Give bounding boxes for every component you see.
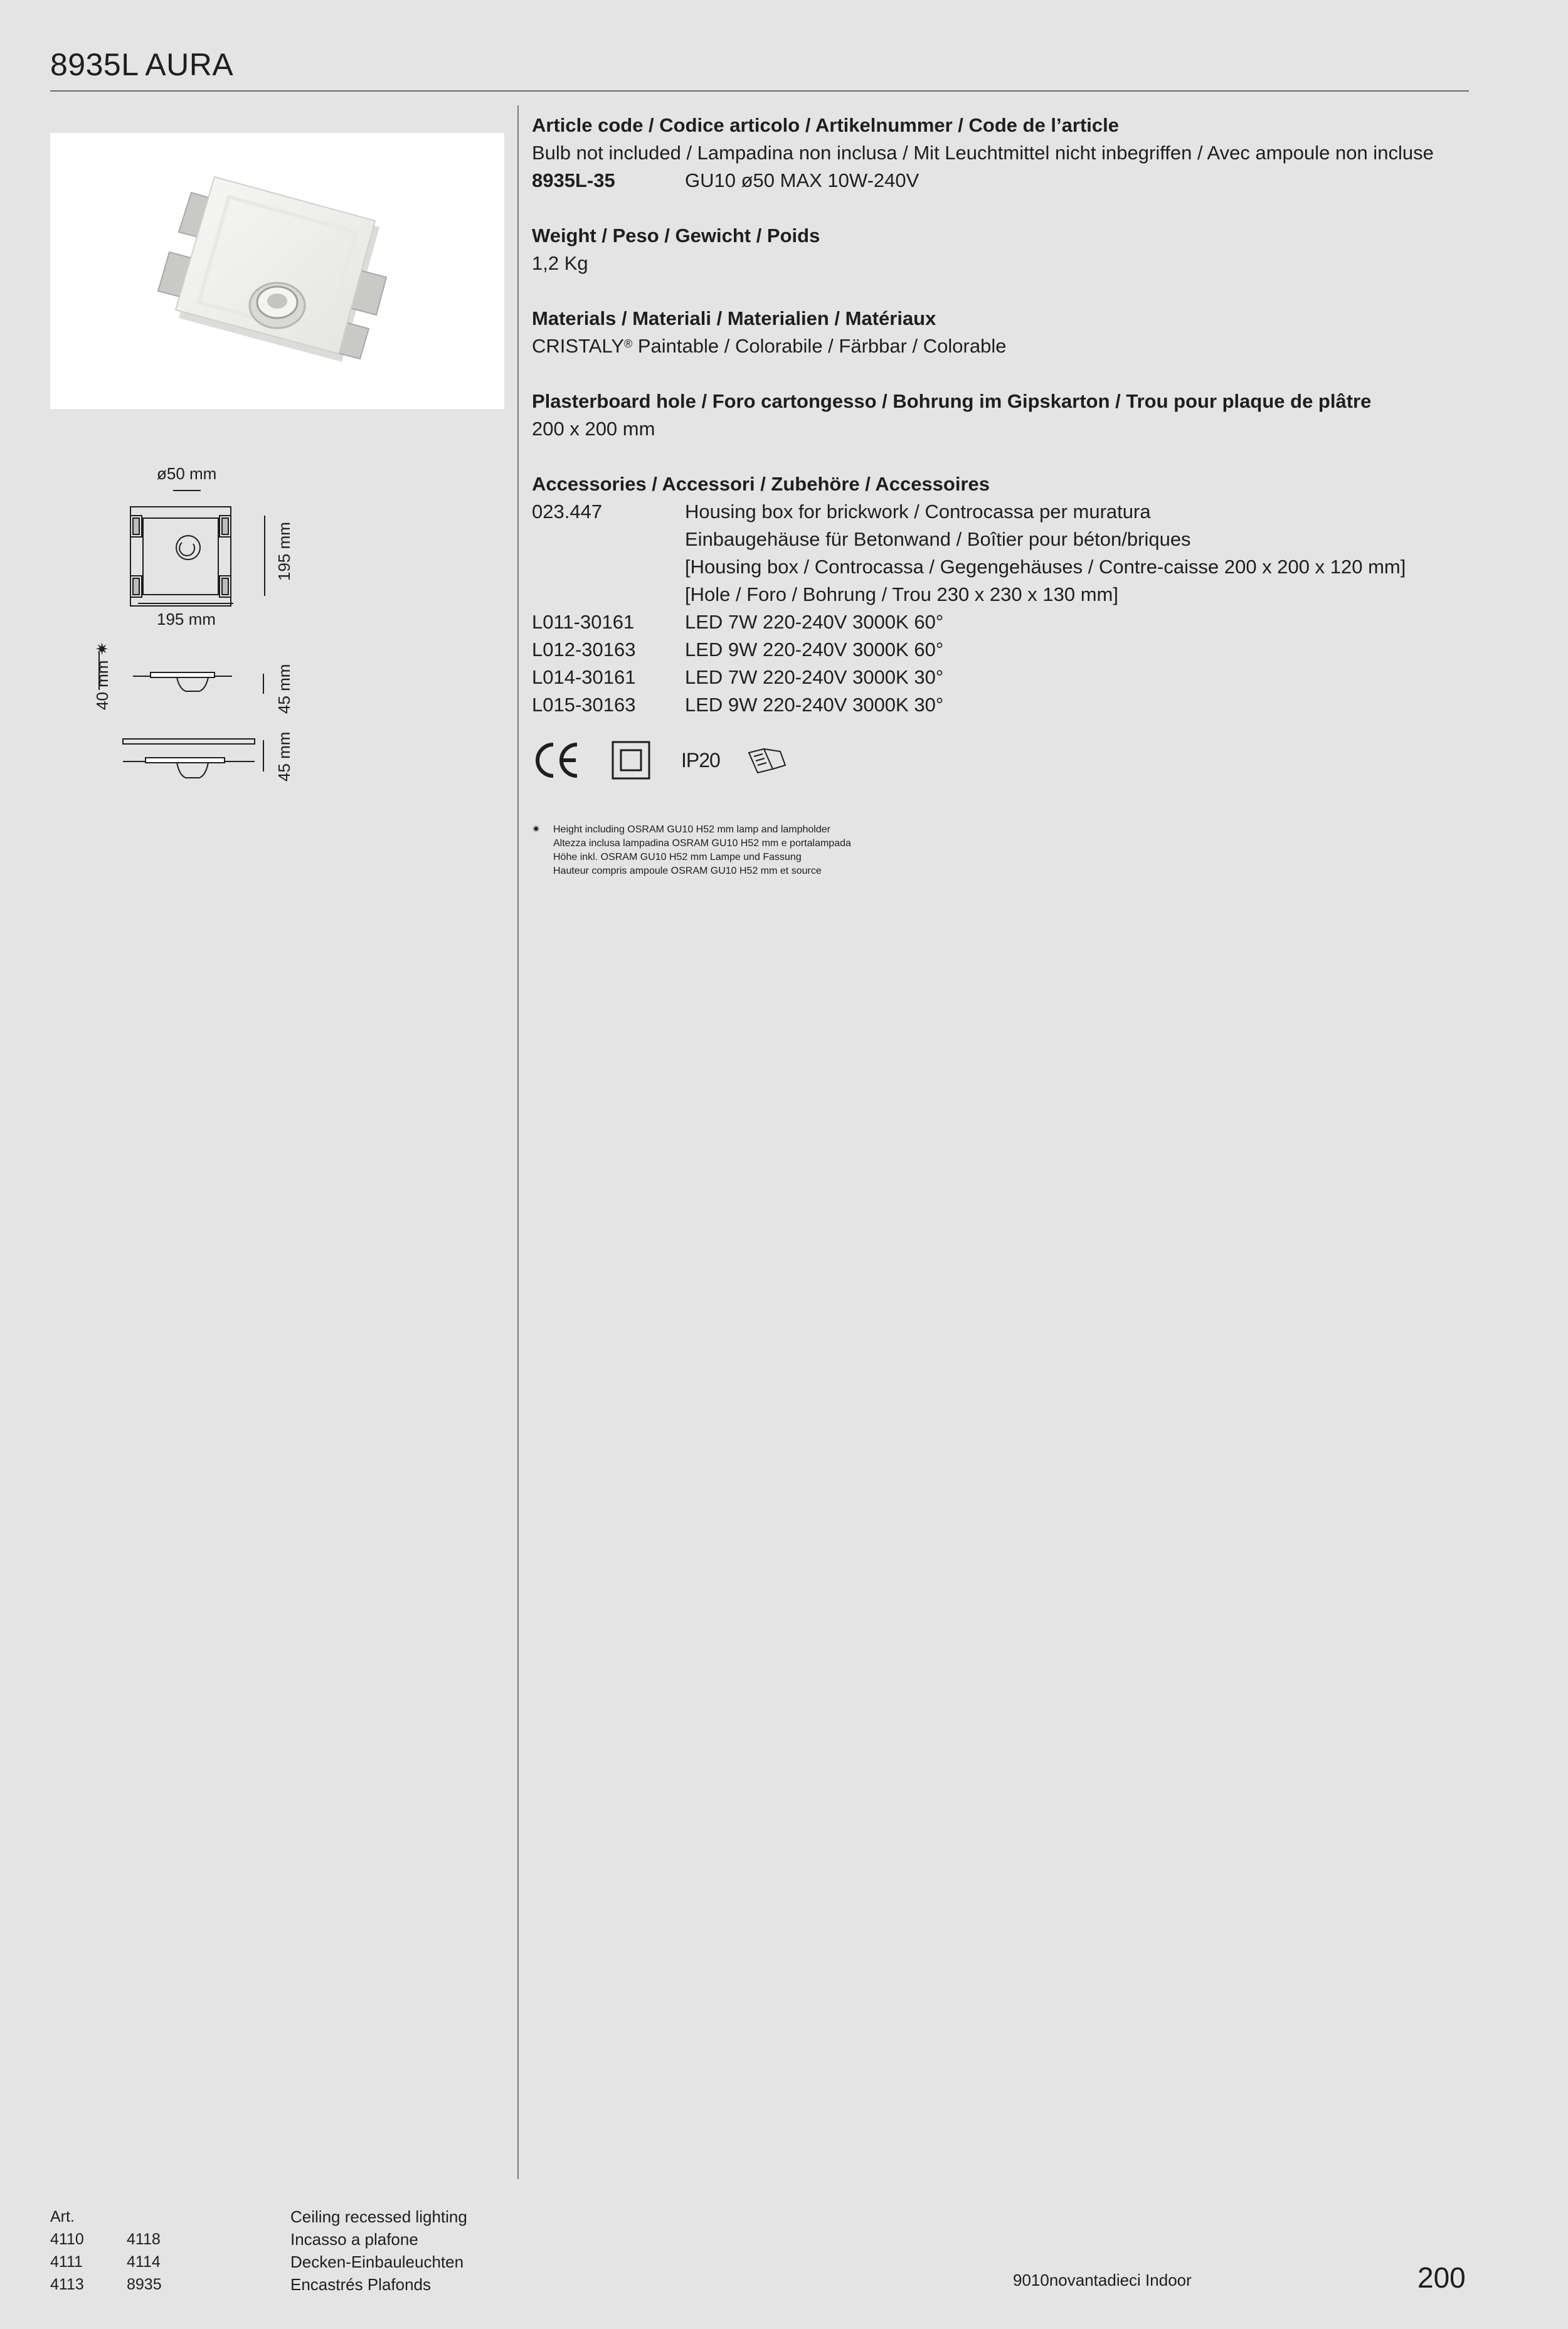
list-item	[532, 691, 1473, 719]
class-ii-icon	[611, 740, 651, 780]
art-code: 8935	[127, 2276, 162, 2293]
art-code: 4110	[50, 2231, 84, 2248]
page-number: 200	[1417, 2261, 1466, 2294]
art-code: 4113	[50, 2276, 84, 2293]
art-code: 4111	[50, 2253, 83, 2271]
category-line: Incasso a plafone	[290, 2230, 418, 2249]
accessory-code: L014-30161	[532, 666, 636, 688]
category-line: Decken-Einbauleuchten	[290, 2252, 464, 2271]
materials-value	[532, 332, 1473, 360]
art-code: 4118	[127, 2231, 161, 2248]
column-divider	[517, 105, 519, 2179]
registered-mark: ®	[624, 337, 633, 350]
height-star-label	[93, 642, 112, 711]
accessory-code	[532, 526, 685, 553]
technical-drawing	[75, 458, 314, 797]
accessory-desc: LED 7W 220-240V 3000K 30°	[685, 666, 944, 688]
article-title: Article code / Codice articolo / Artikelnummer / Code de l’article	[532, 114, 1119, 136]
accessory-code: 023.447	[532, 501, 603, 523]
category-line: Ceiling recessed lighting	[290, 2207, 467, 2226]
product-image	[50, 133, 504, 409]
page-title: 8935L AURA	[50, 47, 234, 82]
list-item	[532, 608, 1473, 636]
hole-value: 200 x 200 mm	[532, 418, 655, 440]
art-label: Art.	[50, 2208, 75, 2226]
article-desc: GU10 ø50 MAX 10W-240V	[685, 169, 919, 191]
asterisk-icon: ✷	[532, 824, 541, 835]
accessory-code: L012-30163	[532, 639, 636, 661]
weight-value: 1,2 Kg	[532, 252, 588, 274]
list-item	[532, 636, 1473, 664]
accessory-code	[532, 581, 685, 608]
width-label: 195 mm	[157, 610, 216, 629]
accessory-desc: Housing box for brickwork / Controcassa per muratura	[685, 501, 1151, 523]
accessory-desc: Einbaugehäuse für Betonwand / Boîtier pour béton/briques	[685, 528, 1191, 550]
instructions-icon	[745, 744, 789, 777]
footnote-line: Hauteur compris ampoule OSRAM GU10 H52 mm et source	[553, 866, 822, 876]
accessory-desc: LED 9W 220-240V 3000K 30°	[685, 694, 944, 716]
list-item	[532, 581, 1473, 608]
accessory-code: L015-30163	[532, 694, 636, 716]
specifications	[532, 112, 1473, 719]
weight-title: Weight / Peso / Gewicht / Poids	[532, 225, 820, 247]
footnote-line: Altezza inclusa lampadina OSRAM GU10 H52 mm e portalampada	[553, 838, 851, 849]
hole-title: Plasterboard hole / Foro cartongesso / Bohrung im Gipskarton / Trou pour plaque de plâtre	[532, 390, 1372, 412]
diameter-label: ø50 mm	[157, 464, 217, 483]
material-brand: CRISTALY	[532, 335, 624, 357]
depth-label-a: 45 mm	[275, 664, 294, 714]
category-line: Encastrés Plafonds	[290, 2275, 432, 2294]
ip-rating: IP20	[681, 748, 720, 772]
certification-icons	[532, 738, 789, 783]
accessory-desc: [Hole / Foro / Bohrung / Trou 230 x 230 x 130 mm]	[685, 583, 1118, 605]
accessory-desc: LED 9W 220-240V 3000K 60°	[685, 639, 944, 661]
accessories-title: Accessories / Accessori / Zubehöre / Accessoires	[532, 473, 990, 495]
art-code: 4114	[127, 2253, 161, 2271]
list-item	[532, 664, 1473, 691]
article-list	[50, 2205, 202, 2296]
height-label: 195 mm	[275, 522, 294, 581]
accessory-desc: [Housing box / Controcassa / Gegengehäuses / Contre-caisse 200 x 200 x 120 mm]	[685, 556, 1406, 578]
product-photo	[50, 133, 504, 409]
footnote-line: Höhe inkl. OSRAM GU10 H52 mm Lampe und Fassung	[553, 852, 802, 862]
list-item	[532, 498, 1473, 526]
ce-mark-icon	[532, 741, 581, 780]
article-code: 8935L-35	[532, 169, 615, 191]
footnote-line: Height including OSRAM GU10 H52 mm lamp and lampholder	[553, 824, 830, 835]
accessory-code	[532, 553, 685, 581]
bulb-note: Bulb not included / Lampadina non inclusa / Mit Leuchtmittel nicht inbegriffen / Avec ampoule non incluse	[532, 142, 1434, 164]
list-item	[532, 526, 1473, 553]
materials-title: Materials / Materiali / Materialien / Matériaux	[532, 307, 936, 329]
category-list	[290, 2205, 467, 2296]
depth-label-b: 45 mm	[275, 731, 294, 782]
accessory-code: L011-30161	[532, 611, 635, 633]
article-row	[532, 167, 1473, 194]
header-rule	[50, 90, 1469, 92]
material-finish: Paintable / Colorabile / Färbbar / Colorable	[632, 335, 1007, 357]
footnote	[532, 823, 851, 878]
list-item	[532, 553, 1473, 581]
asterisk-icon: ✷	[93, 642, 112, 656]
height-star-value: 40 mm	[93, 660, 112, 710]
brand-name: 9010novantadieci Indoor	[1013, 2271, 1192, 2289]
accessory-desc: LED 7W 220-240V 3000K 60°	[685, 611, 944, 633]
